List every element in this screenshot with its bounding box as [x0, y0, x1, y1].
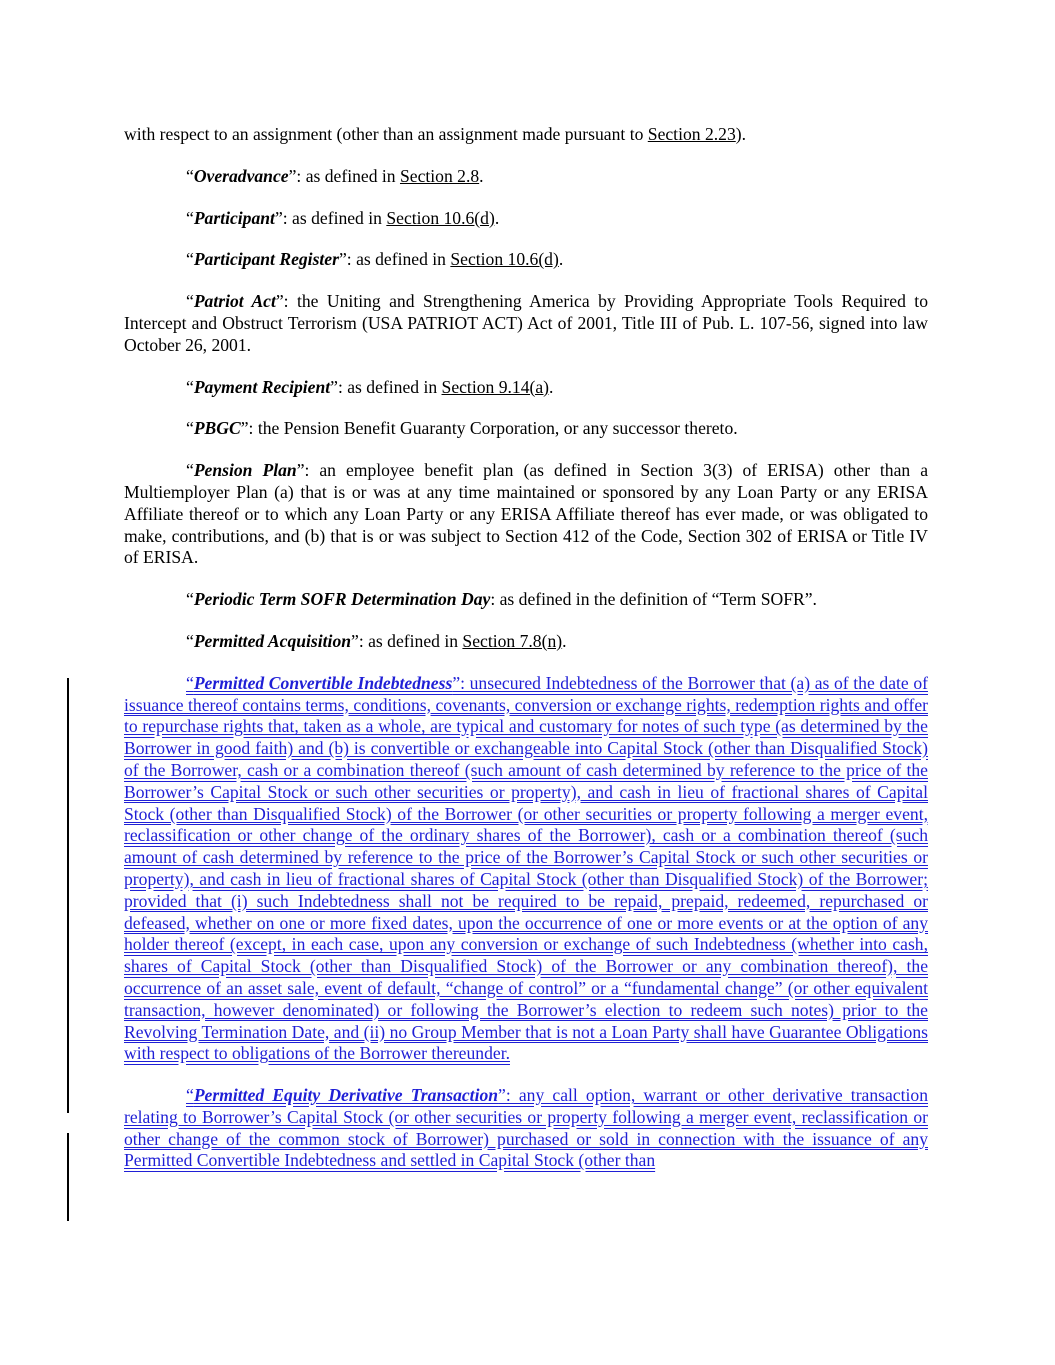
definition-payment-recipient: “Payment Recipient”: as defined in Section 9.14(a).: [186, 376, 554, 397]
definition-permitted-convertible-indebtedness: “Permitted Convertible Indebtedness”: unsecured Indebtedness of the Borrower that (a) as of the date of issuance thereof contains terms, conditions, covenants, conversion or exchange rights, redemption rights and offer to repurchase rights that, taken as a whole, are typical and customary for notes of such type (as determined by the Borrower in good faith) and (b) is convertible or exchangeable into Capital Stock (other than Disqualified Stock) of the Borrower, cash or a combination thereof (such amount of cash determined by reference to the price of the Borrower’s Capital Stock or such other securities or property), and cash in lieu of fractional shares of Capital Stock (other than Disqualified Stock) of the Borrower (or other securities or property following a merger event, reclassification or other change of the ordinary shares of the Borrower), cash or a combination thereof (such amount of cash determined by reference to the price of the Borrower’s Capital Stock or such other securities or property), and cash in lieu of fractional shares of Capital Stock (other than Disqualified Stock) of the Borrower; provided that (i) such Indebtedness shall not be required to be repaid, prepaid, redeemed, repurchased or defeased, whether on one or more fixed dates, upon the occurrence of one or more events or at the option of any holder thereof (except, in each case, upon any conversion or exchange of such Indebtedness (whether into cash, shares of Capital Stock (other than Disqualified Stock) of the Borrower or any combination thereof), the occurrence of an asset sale, event of default, “change of control” or a “fundamental change” (or other equivalent transaction, however denominated) or following the Borrower’s election to redeem such notes) prior to the Revolving Termination Date, and (ii) no Group Member that is not a Loan Party shall have Guarantee Obligations with respect to obligations of the Borrower thereunder.: [124, 672, 928, 1064]
defined-term: Pension Plan: [193, 460, 297, 481]
definition-pension-plan: “Pension Plan”: an employee benefit plan (as defined in Section 3(3) of ERISA) other than a Multiemployer Plan (a) that is or was at any time maintained or sponsored by any Loan Party or any ERISA Affiliate thereof or to which any Loan Party or any ERISA Affiliate thereof has ever made, or was obligated to make, contributions, and (b) that is or was subject to Section 412 of the Code, Section 302 of ERISA or Title IV of ERISA.: [124, 460, 928, 568]
defined-term: Participant: [193, 207, 275, 228]
defined-term: Overadvance: [193, 165, 289, 186]
definition-pbgc: “PBGC”: the Pension Benefit Guaranty Corporation, or any successor thereto.: [186, 418, 738, 439]
section-reference: Section 2.23: [647, 124, 736, 144]
document-page: [124, 124, 928, 1192]
defined-term: Payment Recipient: [193, 376, 331, 397]
defined-term: Patriot Act: [193, 291, 276, 312]
definition-permitted-acquisition: “Permitted Acquisition”: as defined in Section 7.8(n).: [186, 630, 567, 651]
definition-permitted-equity-derivative-transaction: “Permitted Equity Derivative Transaction”: any call option, warrant or other derivative transaction relating to Borrower’s Capital Stock (or other securities or property following a merger event, reclassification or other change of the common stock of Borrower) purchased or sold in connection with the issuance of any Permitted Convertible Indebtedness and settled in Capital Stock (other than: [124, 1085, 928, 1171]
continuation-paragraph: with respect to an assignment (other than an assignment made pursuant to Section 2.23).: [124, 124, 747, 144]
revision-change-bar: [67, 1133, 69, 1221]
section-reference: Section 10.6(d): [386, 207, 495, 228]
definition-participant: “Participant”: as defined in Section 10.6(d).: [186, 207, 500, 228]
defined-term: PBGC: [193, 418, 241, 439]
section-reference: Section 7.8(n): [462, 630, 563, 651]
section-reference: Section 9.14(a): [441, 376, 550, 397]
defined-term: Periodic Term SOFR Determination Day: [193, 589, 491, 610]
definition-periodic-term-sofr: “Periodic Term SOFR Determination Day: as defined in the definition of “Term SOFR”.: [186, 589, 817, 610]
section-reference: Section 10.6(d): [450, 249, 559, 270]
defined-term: Participant Register: [193, 249, 339, 270]
section-reference: Section 2.8: [399, 165, 480, 186]
revision-change-bar: [67, 678, 69, 1113]
definition-patriot-act: “Patriot Act”: the Uniting and Strengthening America by Providing Appropriate Tools Required to Intercept and Obstruct Terrorism (USA PATRIOT ACT) Act of 2001, Title III of Pub. L. 107-56, signed into law October 26, 2001.: [124, 291, 928, 355]
definition-overadvance: “Overadvance”: as defined in Section 2.8.: [186, 165, 484, 186]
definition-participant-register: “Participant Register”: as defined in Section 10.6(d).: [186, 249, 564, 270]
defined-term: Permitted Convertible Indebtedness: [193, 672, 453, 693]
defined-term: Permitted Acquisition: [193, 630, 352, 651]
defined-term: Permitted Equity Derivative Transaction: [193, 1085, 499, 1106]
